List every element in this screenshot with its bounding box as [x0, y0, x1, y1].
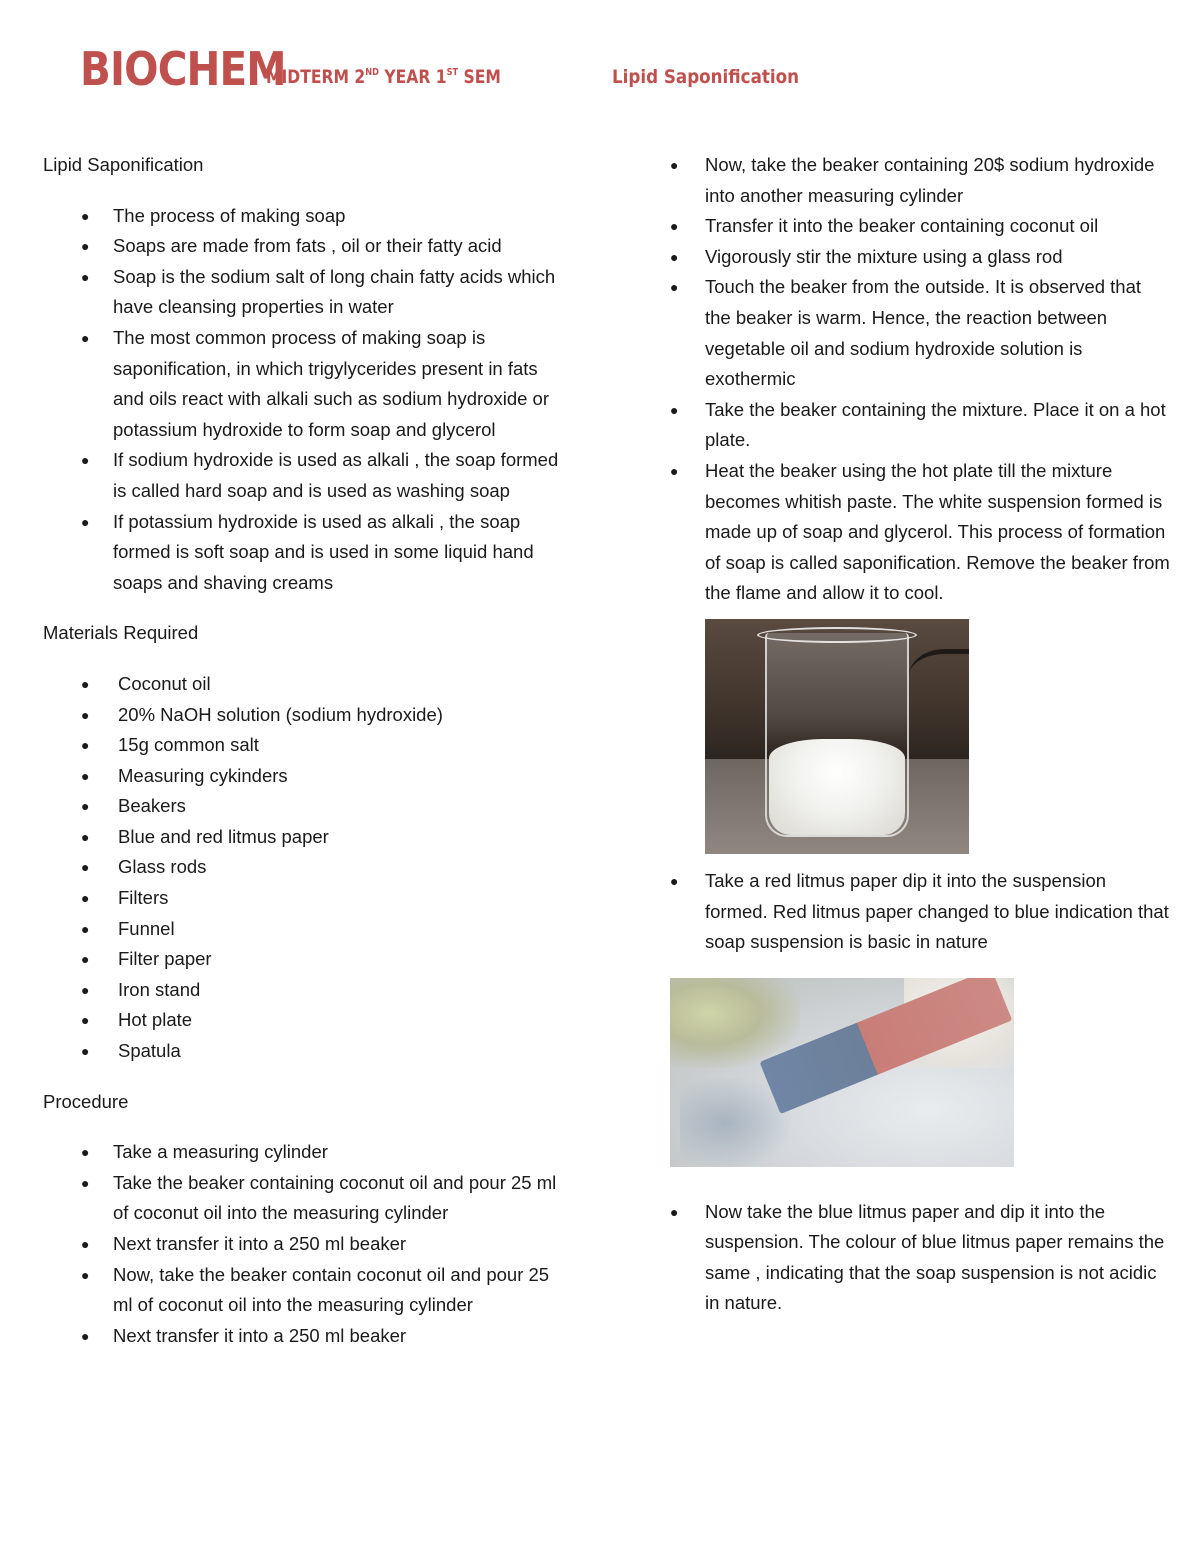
beaker-soap-photo	[705, 619, 969, 854]
bullet-icon: ●	[670, 218, 679, 235]
list-item	[670, 211, 1170, 242]
list-item-text: Hot plate	[118, 1009, 193, 1031]
bullet-icon: ●	[81, 1266, 90, 1283]
bullet-icon: ●	[81, 238, 90, 255]
header-title: Lipid Saponification	[612, 66, 799, 88]
bullet-icon: ●	[81, 1236, 90, 1252]
bullet-icon: ●	[670, 462, 679, 479]
list-item-text: Take the beaker containing coconut oil and pour 25 ml of coconut oil into the measuring cylinder	[113, 1171, 557, 1224]
list-item-text: Touch the beaker from the outside. It is observed that the beaker is warm. Hence, the reaction between vegetable oil and sodium hydroxide solution is exothermic	[705, 276, 1142, 390]
subtitle-sup: ST	[446, 67, 459, 78]
bullet-icon: ●	[81, 207, 90, 224]
red-litmus-step	[670, 866, 1170, 958]
photo-soap-paste	[769, 739, 905, 835]
right-column	[670, 150, 1170, 1319]
list-item-text: Soap is the sodium salt of long chain fatty acids which have cleansing properties in water	[113, 265, 556, 318]
bullet-icon: ●	[81, 1043, 90, 1060]
list-item	[43, 1168, 573, 1229]
list-item	[43, 730, 573, 761]
list-item	[670, 866, 1170, 958]
list-item-text: Spatula	[118, 1040, 181, 1062]
list-item-text: Blue and red litmus paper	[118, 825, 329, 847]
bullet-icon: ●	[81, 798, 90, 815]
bullet-icon: ●	[670, 279, 679, 296]
list-item	[670, 1197, 1170, 1319]
list-item-text: The most common process of making soap is saponification, in which trigylycerides present in fats and oils react with alkali such as sodium hydroxide or potassium hydroxide to form soap and glycerol	[113, 326, 549, 440]
list-item	[43, 700, 573, 731]
list-item-text: Vigorously stir the mixture using a glass rod	[705, 245, 1063, 267]
list-item-text: Next transfer it into a 250 ml beaker	[113, 1324, 407, 1346]
materials-heading: Materials Required	[43, 622, 199, 644]
list-item-text: Next transfer it into a 250 ml beaker	[113, 1233, 407, 1254]
list-item	[43, 1229, 573, 1260]
list-item-text: Heat the beaker using the hot plate till the mixture becomes whitish paste. The white suspension formed is made up of soap and glycerol. This process of formation of soap is called saponification. Remove the beaker from the flame and allow it to cool.	[705, 459, 1170, 604]
list-item	[43, 914, 573, 945]
list-item	[670, 395, 1170, 456]
list-item	[670, 150, 1170, 211]
bullet-icon: ●	[81, 1327, 90, 1344]
bullet-icon: ●	[81, 1174, 90, 1191]
list-item-text: 15g common salt	[118, 734, 259, 756]
bullet-icon: ●	[81, 737, 90, 754]
bullet-icon: ●	[81, 268, 90, 285]
bullet-icon: ●	[81, 828, 90, 845]
list-item-text: Now, take the beaker containing 20$ sodium hydroxide into another measuring cylinder	[705, 154, 1155, 206]
bullet-icon: ●	[81, 452, 90, 469]
list-item	[43, 883, 573, 914]
subtitle-part: MIDTERM 2	[266, 66, 366, 88]
list-item-text: Take the beaker containing the mixture. Place it on a hot plate.	[705, 398, 1166, 451]
list-item	[43, 262, 573, 323]
photo-wire	[909, 649, 969, 694]
list-item	[43, 852, 573, 883]
list-item	[43, 822, 573, 853]
procedure-list	[43, 1137, 573, 1351]
procedure-heading: Procedure	[43, 1090, 129, 1112]
list-item	[43, 1036, 573, 1067]
list-item-text: 20% NaOH solution (sodium hydroxide)	[118, 703, 443, 725]
list-item-text: Funnel	[118, 917, 175, 939]
list-item	[43, 1260, 573, 1321]
list-item-text: Filter paper	[118, 948, 212, 970]
list-item-text: Beakers	[118, 795, 186, 817]
bullet-icon: ●	[81, 981, 90, 998]
blue-litmus-step	[670, 1197, 1170, 1319]
intro-list	[43, 201, 573, 599]
bullet-icon: ●	[81, 329, 90, 346]
bullet-icon: ●	[81, 920, 90, 937]
list-item-text: Take a red litmus paper dip it into the suspension formed. Red litmus paper changed to blue indication that soap suspension is basic in nature	[705, 869, 1169, 953]
list-item-text: Measuring cykinders	[118, 764, 288, 786]
list-item	[670, 456, 1170, 609]
list-item-text: The process of making soap	[113, 204, 346, 226]
bullet-icon: ●	[670, 1203, 679, 1220]
procedure-list-continued	[670, 150, 1170, 609]
list-item-text: Now take the blue litmus paper and dip it into the suspension. The colour of blue litmus paper remains the same , indicating that the soap suspension is not acidic in nature.	[705, 1200, 1165, 1314]
bullet-icon: ●	[81, 767, 90, 784]
list-item-text: If potassium hydroxide is used as alkali , the soap formed is soft soap and is used in some liquid hand soaps and shaving creams	[113, 510, 534, 593]
bullet-icon: ●	[670, 401, 679, 418]
litmus-paper-photo	[670, 978, 1014, 1167]
photo-beaker-rim	[757, 627, 917, 643]
bullet-icon: ●	[670, 872, 679, 889]
list-item-text: If sodium hydroxide is used as alkali , the soap formed is called hard soap and is used as washing soap	[113, 449, 559, 501]
bullet-icon: ●	[670, 248, 679, 265]
list-item	[43, 669, 573, 700]
list-item-text: Take a measuring cylinder	[113, 1141, 328, 1163]
subtitle-part: YEAR 1	[378, 66, 447, 88]
list-item-text: Glass rods	[118, 856, 207, 878]
materials-list	[43, 669, 573, 1067]
subtitle-part: SEM	[458, 66, 501, 88]
list-item	[43, 201, 573, 232]
header-subtitle	[266, 66, 501, 88]
bullet-icon: ●	[81, 951, 90, 968]
list-item	[43, 445, 573, 506]
bullet-icon: ●	[81, 675, 90, 692]
list-item	[43, 231, 573, 262]
page-header	[80, 40, 1180, 100]
list-item-text: Transfer it into the beaker containing coconut oil	[705, 215, 1099, 237]
bullet-icon: ●	[81, 1144, 90, 1161]
list-item	[670, 272, 1170, 394]
list-item	[43, 791, 573, 822]
list-item	[43, 944, 573, 975]
bullet-icon: ●	[670, 157, 679, 173]
list-item	[43, 323, 573, 445]
left-column	[43, 150, 573, 1371]
subtitle-sup: ND	[365, 67, 379, 78]
list-item	[43, 507, 573, 599]
list-item-text: Coconut oil	[118, 672, 211, 694]
list-item-text: Filters	[118, 887, 169, 909]
list-item	[43, 1005, 573, 1036]
bullet-icon: ●	[81, 706, 90, 723]
list-item-text: Soaps are made from fats , oil or their fatty acid	[113, 235, 502, 257]
bullet-icon: ●	[81, 1012, 90, 1029]
bullet-icon: ●	[81, 859, 90, 876]
header-brand: BIOCHEM	[80, 42, 286, 96]
list-item	[43, 975, 573, 1006]
list-item	[43, 761, 573, 792]
bullet-icon: ●	[81, 890, 90, 907]
intro-heading: Lipid Saponification	[43, 154, 204, 175]
list-item	[43, 1137, 573, 1168]
list-item-text: Iron stand	[118, 978, 201, 1000]
list-item	[43, 1321, 573, 1352]
list-item	[670, 242, 1170, 273]
bullet-icon: ●	[81, 513, 90, 530]
list-item-text: Now, take the beaker contain coconut oil and pour 25 ml of coconut oil into the measuring cylinder	[113, 1263, 550, 1316]
